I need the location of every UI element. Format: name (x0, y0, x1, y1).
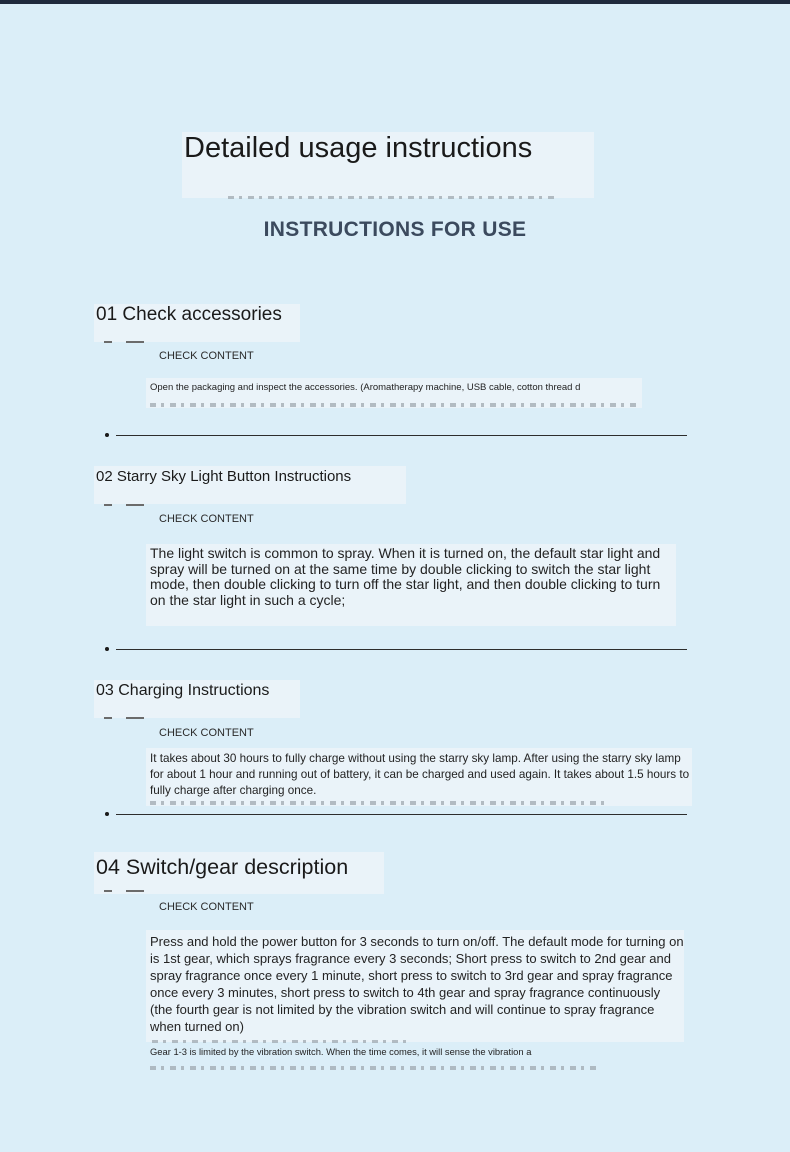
section-divider (116, 814, 687, 815)
section-text-accessories: Open the packaging and inspect the accessories. (Aromatherapy machine, USB cable, cotton thread d (150, 382, 581, 393)
bullet-dot (105, 647, 109, 651)
top-bar (0, 0, 790, 4)
section-note-switch-gear: Gear 1-3 is limited by the vibration switch. When the time comes, it will sense the vibration a (150, 1046, 532, 1057)
section-text-switch-gear: Press and hold the power button for 3 seconds to turn on/off. The default mode for turning on is 1st gear, which sprays fragrance every 3 seconds; Short press to switch to 2nd gear and spray fragrance once every 1 minute, short press to switch to 3rd gear and spray fragrance once every 3 minutes, short press to switch to 4th gear and spray fragrance continuously (the fourth gear is not limited by the vibration switch and will continue to spray fragrance when turned on) (150, 934, 684, 1034)
title-underline (104, 717, 144, 719)
section-label: CHECK CONTENT (159, 350, 254, 362)
bullet-dot (105, 433, 109, 437)
title-underline (104, 504, 144, 506)
bullet-dot (105, 812, 109, 816)
section-label: CHECK CONTENT (159, 513, 254, 525)
faint-text-line (228, 196, 558, 199)
section-title-switch-gear: 04 Switch/gear description (96, 855, 349, 879)
section-divider (116, 435, 687, 436)
section-divider (116, 649, 687, 650)
faint-text-line (150, 801, 608, 805)
section-label: CHECK CONTENT (159, 727, 254, 739)
section-text-charging: It takes about 30 hours to fully charge without using the starry sky lamp. After using the starry sky lamp for about 1 hour and running out of battery, it can be charged and used again. It takes about 1.5 hours to fully charge after charging once. (150, 752, 690, 797)
section-title-accessories: 01 Check accessories (96, 304, 282, 325)
section-text-starry-sky: The light switch is common to spray. When it is turned on, the default star light and spray will be turned on at the same time by double clicking to switch the star light mode, then double clicking to turn off the star light, and then double clicking to turn on the star light in such a cycle; (150, 545, 661, 608)
faint-text-line (150, 403, 636, 407)
title-underline (104, 341, 144, 343)
title-underline (104, 890, 144, 892)
section-label: CHECK CONTENT (159, 901, 254, 913)
section-title-charging: 03 Charging Instructions (96, 682, 270, 699)
page-subtitle: INSTRUCTIONS FOR USE (263, 218, 527, 241)
section-title-starry-sky: 02 Starry Sky Light Button Instructions (96, 468, 352, 485)
page-title: Detailed usage instructions (184, 132, 533, 164)
faint-text-line (150, 1066, 600, 1070)
faint-text-line (152, 1040, 412, 1043)
